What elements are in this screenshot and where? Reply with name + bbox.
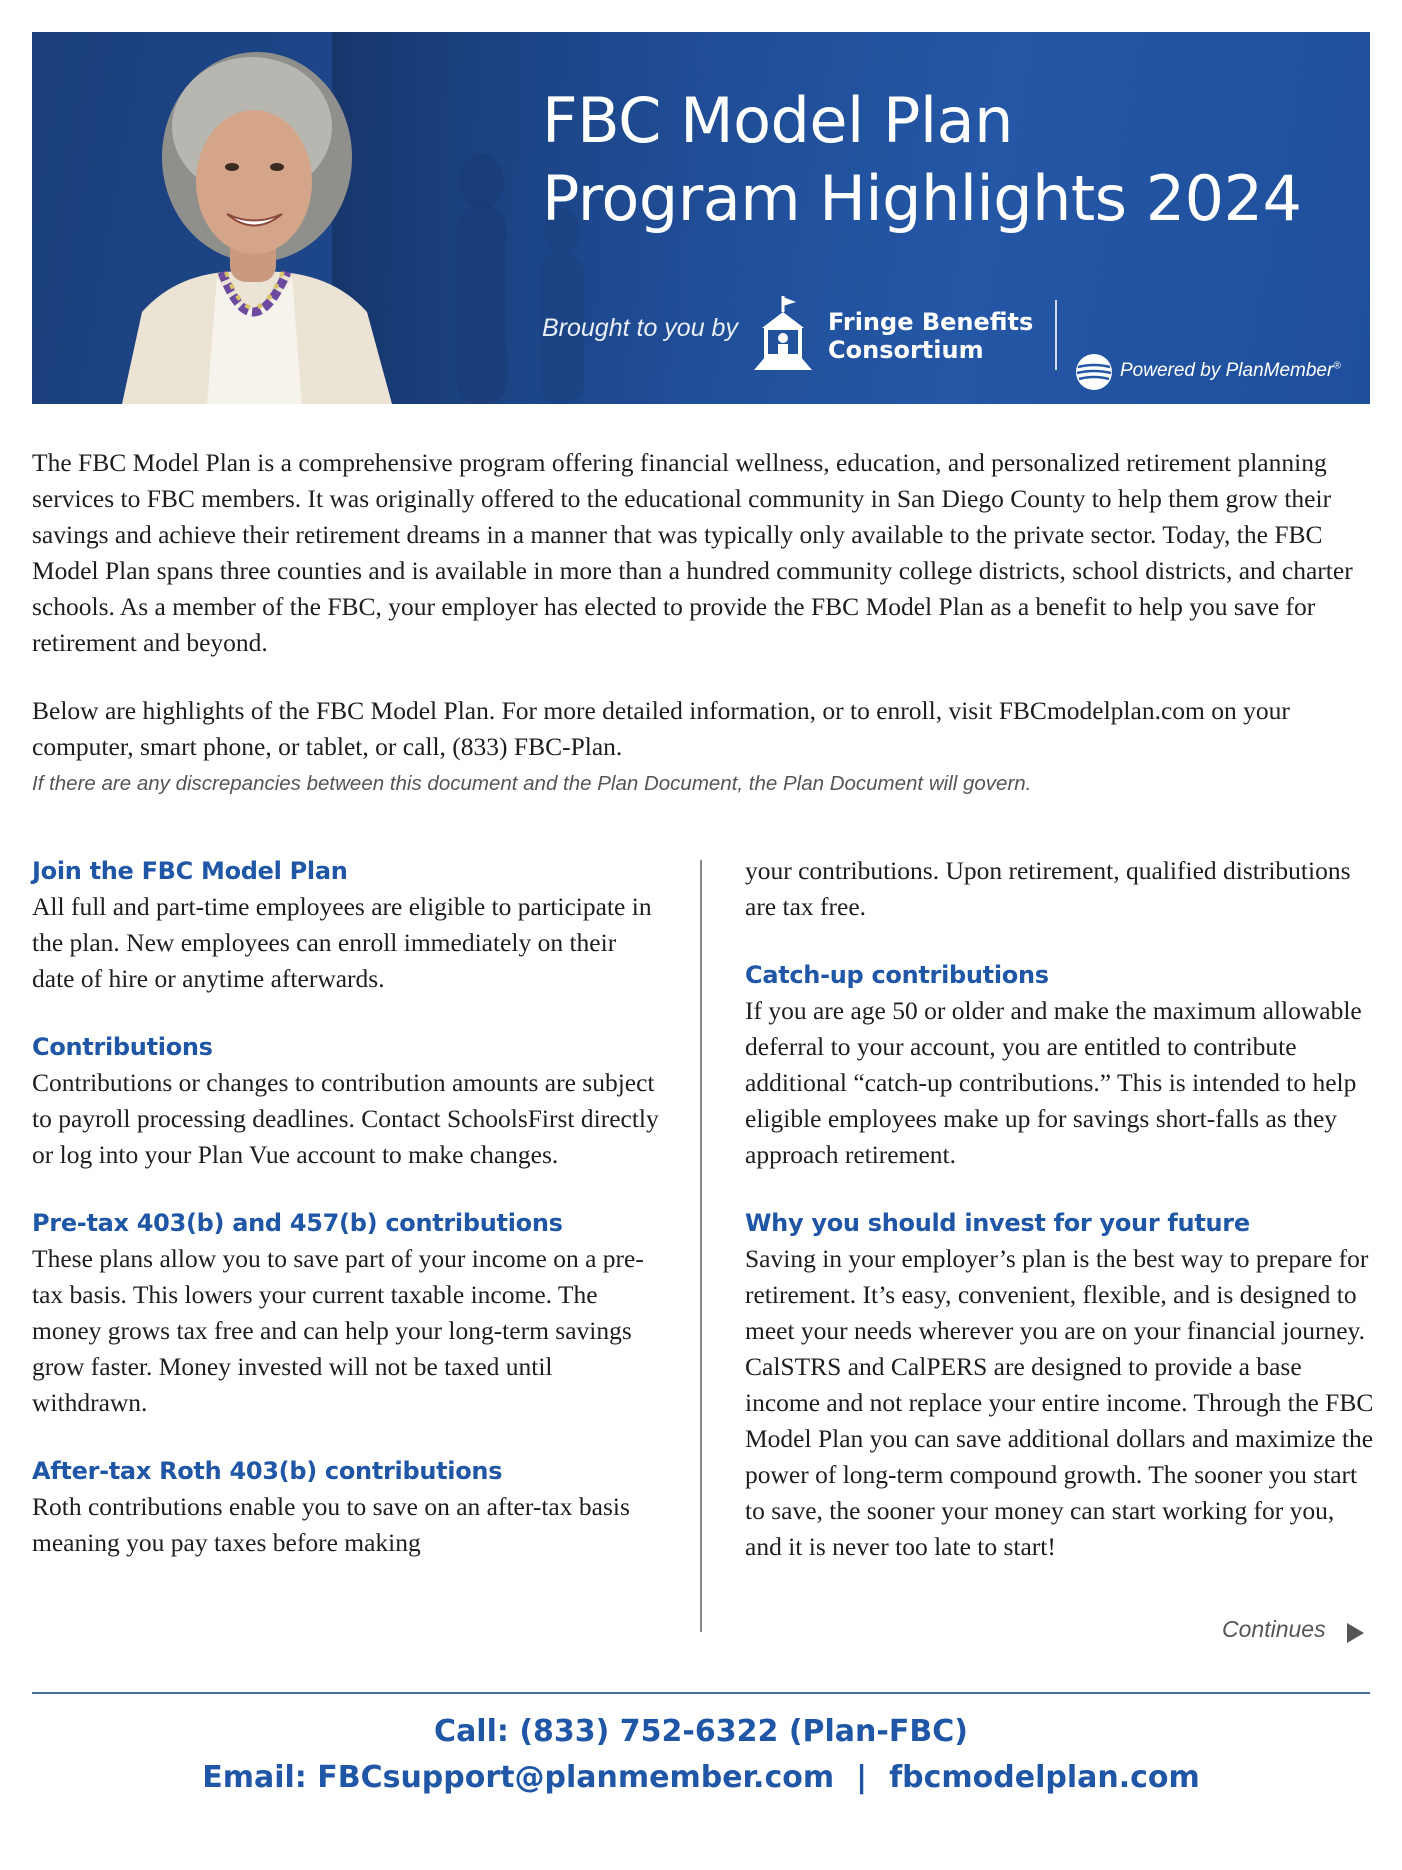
footer-phone: Call: (833) 752-6322 (Plan-FBC) — [434, 1714, 968, 1749]
title-line-2: Program Highlights 2024 — [542, 162, 1302, 235]
section-roth — [32, 1453, 662, 1561]
section-body: If you are age 50 or older and make the maximum allowable deferral to your account, you are entitled to contribute additional “catch-up contributions.” This is intended to help eligible employees make up for savings short-falls as they approach retirement. — [745, 996, 1362, 1169]
footer-contact-line — [0, 1760, 1402, 1795]
fbc-logo-text — [828, 308, 1033, 364]
section-pretax — [32, 1205, 662, 1421]
footer-separator: | — [856, 1760, 868, 1795]
intro-paragraph-1: The FBC Model Plan is a comprehensive program offering financial wellness, education, and personalized retirement planning services to FBC members. It was originally offered to the educational community in San Diego County to help them grow their savings and achieve their retirement dreams in a manner that was typically only available to the private sector. Today, the FBC Model Plan spans three counties and is available in more than a hundred community college districts, school districts, and charter schools. As a member of the FBC, your employer has elected to provide the FBC Model Plan as a benefit to help you save for retirement and beyond. — [32, 448, 1353, 657]
page-title — [542, 82, 1342, 238]
continues-label: Continues — [1222, 1616, 1326, 1642]
section-why-invest — [745, 1205, 1375, 1565]
section-body: your contributions. Upon retirement, qualified distributions are tax free. — [745, 856, 1351, 921]
powered-by-planmember — [1120, 360, 1341, 382]
header-banner — [32, 32, 1370, 404]
title-line-1: FBC Model Plan — [542, 84, 1013, 157]
section-body: All full and part-time employees are eligible to participate in the plan. New employees can enroll immediately on their date of hire or anytime afterwards. — [32, 892, 652, 993]
intro-section — [32, 445, 1377, 799]
footer-email-link[interactable]: Email: FBCsupport@planmember.com — [202, 1760, 835, 1795]
footer-divider — [32, 1692, 1370, 1694]
section-body: These plans allow you to save part of your income on a pre-tax basis. This lowers your current taxable income. The money grows tax free and can help your long-term savings grow faster. Money invested will not be taxed until withdrawn. — [32, 1244, 644, 1417]
section-catch-up — [745, 957, 1375, 1173]
continues-arrow-icon — [1345, 1622, 1365, 1644]
section-heading: Why you should invest for your future — [745, 1209, 1250, 1237]
logo-divider — [1055, 300, 1057, 370]
section-body: Roth contributions enable you to save on an after-tax basis meaning you pay taxes before making — [32, 1492, 630, 1557]
section-heading: Contributions — [32, 1033, 213, 1061]
section-contributions — [32, 1029, 662, 1173]
powered-by-text: Powered by PlanMember — [1120, 360, 1334, 381]
planmember-globe-logo-icon — [1074, 352, 1114, 392]
column-divider — [700, 860, 702, 1632]
fbc-name-line-1: Fringe Benefits — [828, 308, 1034, 336]
fbc-schoolhouse-logo-icon — [752, 294, 814, 372]
registered-mark: ® — [1333, 360, 1341, 372]
section-body: Saving in your employer’s plan is the best way to prepare for retirement. It’s easy, convenient, flexible, and is designed to meet your needs wherever you are on your financial journey. CalSTRS and CalPERS are designed to provide a base income and not replace your entire income. Through the FBC Model Plan you can save additional dollars and maximize the power of long-term compound growth. The sooner you start to save, the sooner your money can start working for you, and it is never too late to start! — [745, 1244, 1374, 1561]
section-heading: Join the FBC Model Plan — [32, 857, 348, 885]
roth-continuation — [745, 853, 1375, 925]
discrepancy-note: If there are any discrepancies between this document and the Plan Document, the Plan Document will govern. — [32, 772, 1032, 795]
fbc-name-line-2: Consortium — [828, 336, 984, 364]
section-heading: Catch-up contributions — [745, 961, 1049, 989]
section-heading: Pre-tax 403(b) and 457(b) contributions — [32, 1209, 563, 1237]
right-column — [745, 853, 1375, 1597]
left-column — [32, 853, 662, 1593]
footer-website-link[interactable]: fbcmodelplan.com — [889, 1760, 1200, 1795]
section-join — [32, 853, 662, 997]
section-heading: After-tax Roth 403(b) contributions — [32, 1457, 503, 1485]
brought-to-you-by: Brought to you by — [542, 314, 738, 342]
woman-portrait-photo — [102, 32, 402, 404]
intro-paragraph-2: Below are highlights of the FBC Model Plan. For more detailed information, or to enroll, visit FBCmodelplan.com on your computer, smart phone, or tablet, or call, (833) FBC-Plan. — [32, 696, 1290, 761]
section-body: Contributions or changes to contribution amounts are subject to payroll processing deadlines. Contact SchoolsFirst directly or log into your Plan Vue account to make changes. — [32, 1068, 659, 1169]
